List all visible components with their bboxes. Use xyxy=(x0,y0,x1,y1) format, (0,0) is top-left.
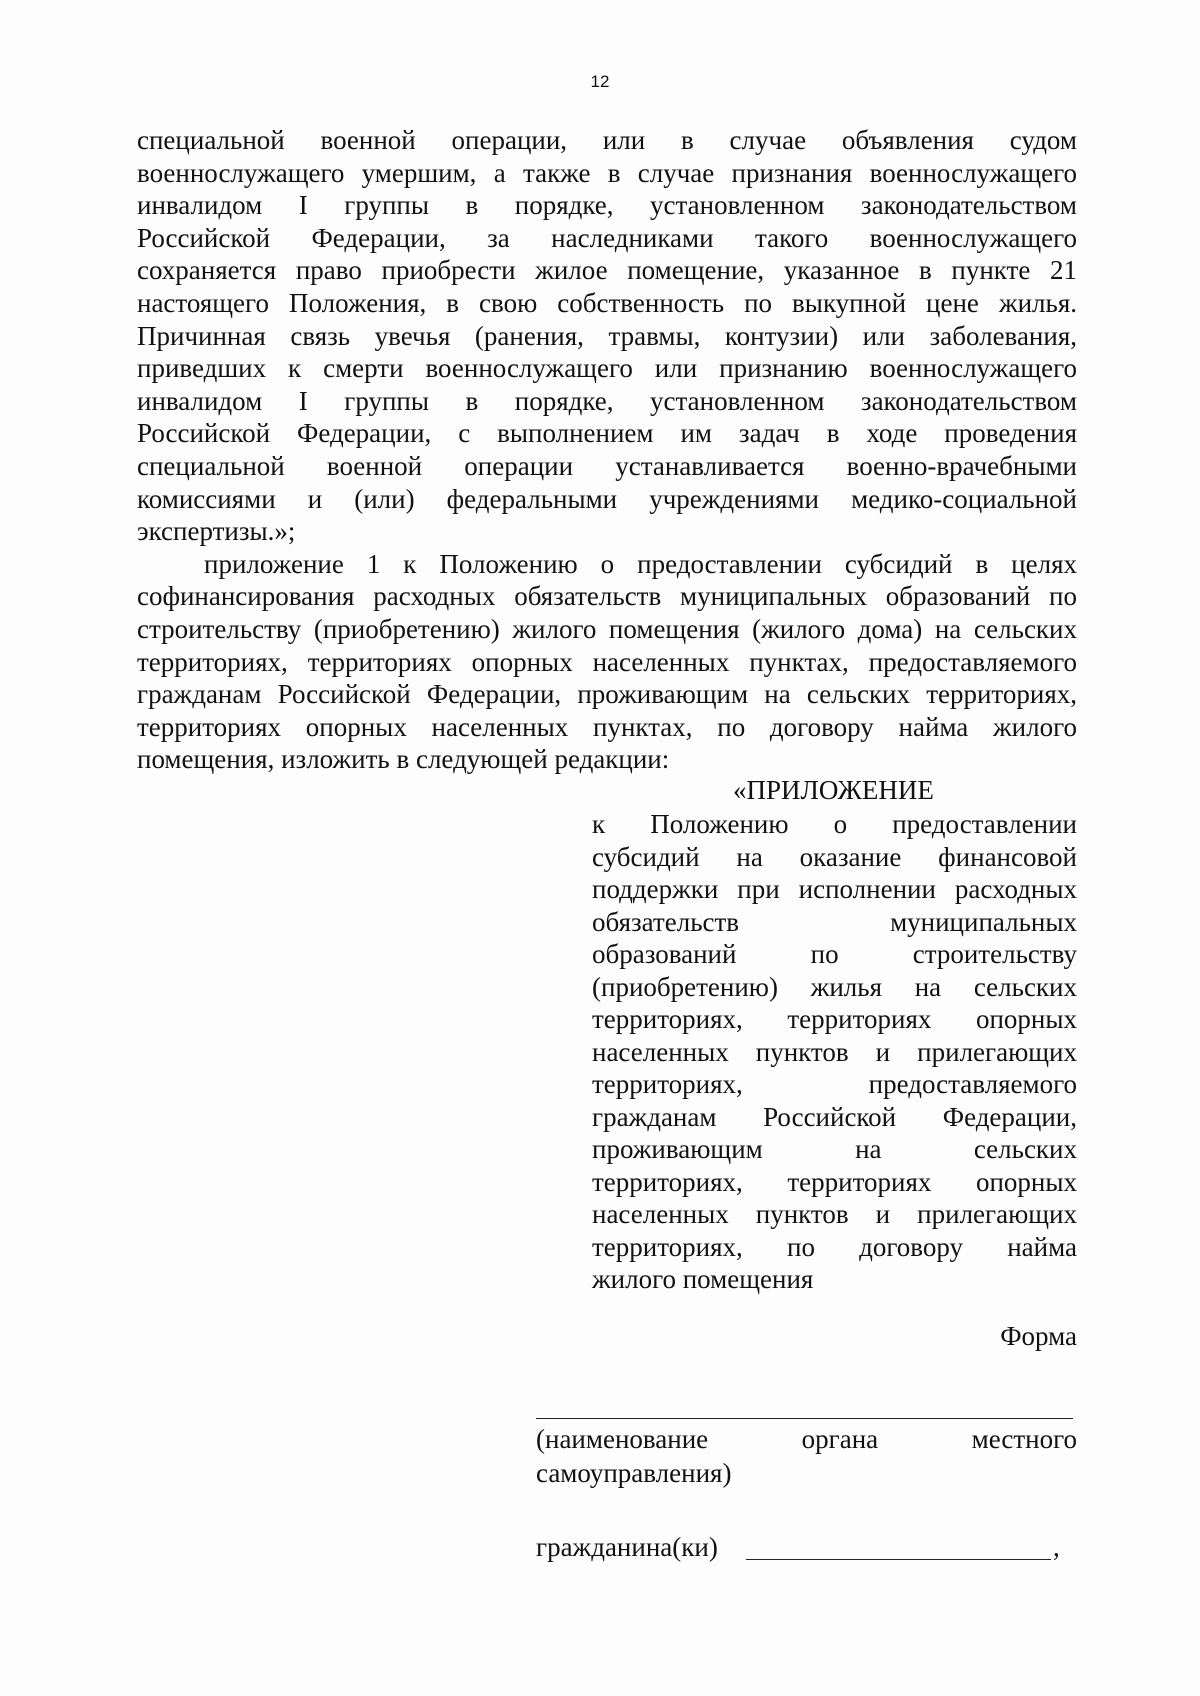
appendix-line: гражданам Российской Федерации, xyxy=(592,1101,1077,1132)
appendix-line: территориях, по договору найма xyxy=(592,1231,1077,1262)
body-line: Российской Федерации, с выполнением им задач в ходе проведения xyxy=(137,418,1077,449)
body-line: специальной военной операции, или в случае объявления судом xyxy=(137,125,1077,155)
body-line: приложение 1 к Положению о предоставлении субсидий в целях xyxy=(204,548,1077,579)
appendix-line: территориях, территориях опорных xyxy=(592,1004,1077,1034)
citizen-comma: , xyxy=(1053,1532,1060,1562)
citizen-fill-line xyxy=(746,1559,1051,1560)
body-line: комиссиями и (или) федеральными учреждениями медико-социальной xyxy=(137,483,1077,514)
form-label: Форма xyxy=(1000,1321,1077,1351)
body-line: сохраняется право приобрести жилое помещение, указанное в пункте 21 xyxy=(137,255,1077,286)
body-line: специальной военной операции устанавливается военно-врачебными xyxy=(137,450,1077,481)
appendix-title: «ПРИЛОЖЕНИЕ xyxy=(733,775,934,805)
body-line: приведших к смерти военнослужащего или признанию военнослужащего xyxy=(137,353,1077,384)
appendix-line: (приобретению) жилья на сельских xyxy=(592,971,1077,1002)
appendix-block xyxy=(592,808,1077,1296)
appendix-line: жилого помещения xyxy=(592,1264,814,1294)
body-name-caption xyxy=(536,1422,1077,1490)
appendix-line: территориях, территориях опорных xyxy=(592,1166,1077,1197)
citizen-label: гражданина(ки) xyxy=(536,1532,718,1562)
appendix-line: населенных пунктов и прилегающих xyxy=(592,1036,1077,1067)
appendix-line: территориях, предоставляемого xyxy=(592,1069,1077,1099)
appendix-line: населенных пунктов и прилегающих xyxy=(592,1199,1077,1229)
body-line: инвалидом I группы в порядке, установленном законодательством xyxy=(137,385,1077,416)
body-line: настоящего Положения, в свою собственность по выкупной цене жилья. xyxy=(137,287,1077,318)
citizen-row xyxy=(536,1530,1076,1564)
appendix-line: к Положению о предоставлении xyxy=(592,809,1077,839)
caption-line: (наименование органа местного xyxy=(536,1424,1077,1454)
body-name-rule xyxy=(536,1418,1073,1419)
appendix-line: образований по строительству xyxy=(592,939,1077,969)
body-line: гражданам Российской Федерации, проживающим на сельских территориях, xyxy=(137,679,1077,710)
appendix-line: субсидий на оказание финансовой xyxy=(592,841,1077,872)
body-line: помещения, изложить в следующей редакции: xyxy=(137,744,670,775)
body-line: софинансирования расходных обязательств муниципальных образований по xyxy=(137,581,1077,612)
body-line: экспертизы.»; xyxy=(137,516,296,547)
body-line: строительству (приобретению) жилого помещения (жилого дома) на сельских xyxy=(137,613,1077,644)
body-line: Российской Федерации, за наследниками такого военнослужащего xyxy=(137,222,1077,253)
body-line: территориях опорных населенных пунктах, по договору найма жилого xyxy=(137,711,1077,742)
appendix-line: обязательств муниципальных xyxy=(592,906,1077,937)
body-line: военнослужащего умершим, а также в случае признания военнослужащего xyxy=(137,157,1077,188)
caption-line: самоуправления) xyxy=(536,1458,732,1488)
page-number: 12 xyxy=(590,72,610,91)
body-line: Причинная связь увечья (ранения, травмы, контузии) или заболевания, xyxy=(137,320,1077,351)
appendix-line: поддержки при исполнении расходных xyxy=(592,874,1077,904)
body-line: инвалидом I группы в порядке, установленном законодательством xyxy=(137,190,1077,221)
body-line: территориях, территориях опорных населенных пунктах, предоставляемого xyxy=(137,646,1077,677)
appendix-line: проживающим на сельских xyxy=(592,1134,1077,1164)
body-text xyxy=(137,124,1077,776)
